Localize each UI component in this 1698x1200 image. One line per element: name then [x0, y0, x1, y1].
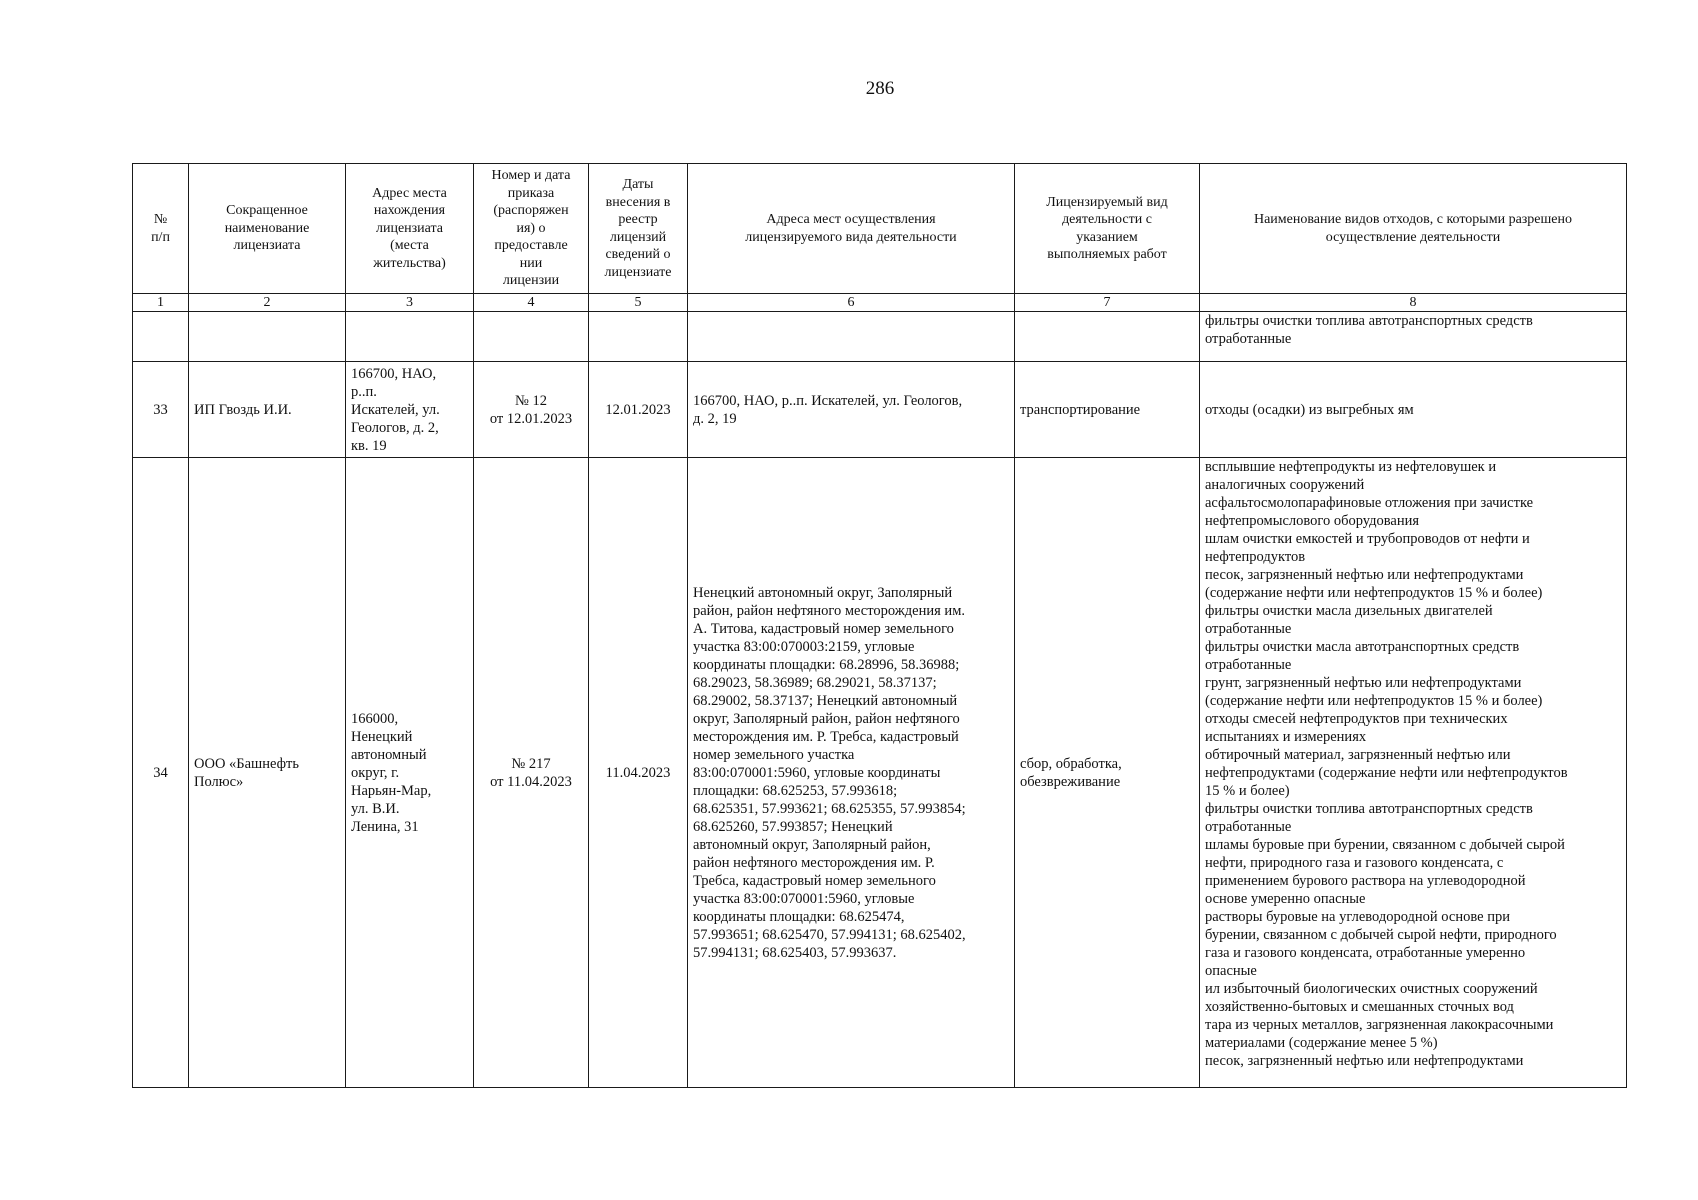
order-number-date: № 12 от 12.01.2023: [474, 362, 589, 458]
waste-item: фильтры очистки топлива автотранспортных средств отработанные: [1205, 801, 1533, 835]
table-row-continuation: [133, 312, 1627, 362]
activity-places: 166700, НАО, р..п. Искателей, ул. Геологов, д. 2, 19: [688, 362, 1015, 458]
header-licensee-name: Сокращенное наименование лицензиата: [189, 164, 346, 294]
waste-item: ил избыточный биологических очистных сооружений хозяйственно-бытовых и смешанных сточных вод: [1205, 981, 1538, 1015]
waste-item: грунт, загрязненный нефтью или нефтепродуктами (содержание нефти или нефтепродуктов 15 % и более): [1205, 675, 1543, 709]
waste-item: фильтры очистки масла дизельных двигателей отработанные: [1205, 603, 1493, 637]
waste-item: отходы (осадки) из выгребных ям: [1205, 401, 1414, 418]
empty-cell: [1015, 312, 1200, 362]
registry-date: 11.04.2023: [589, 458, 688, 1088]
empty-cell: [589, 312, 688, 362]
page-number: 286: [865, 78, 895, 99]
license-registry-table: [132, 163, 1627, 1088]
activity-type: транспортирование: [1015, 362, 1200, 458]
empty-cell: [346, 312, 474, 362]
header-waste-types: Наименование видов отходов, с которыми разрешено осуществление деятельности: [1200, 164, 1627, 294]
column-number-row: [133, 294, 1627, 312]
column-number: 2: [189, 294, 346, 312]
header-row: [133, 164, 1627, 294]
waste-item: растворы буровые на углеводородной основе при бурении, связанном с добычей сырой нефти, природного газа и газового конденсата, отработанные умеренно опасные: [1205, 909, 1557, 979]
activity-places: Ненецкий автономный округ, Заполярный район, район нефтяного месторождения им. А. Титова, кадастровый номер земельного участка 83:00:070003:2159, угловые координаты площадки: 68.28996, 58.36988; 68.29023, 58.36989; 68.29021, 58.37137; 68.29002, 58.37137; Ненецкий автономный округ, Заполярный район, район нефтяного месторождения им. Р. Требса, кадастровый номер земельного участка 83:00:070001:5960, угловые координаты площадки: 68.625253, 57.993618; 68.625351, 57.993621; 68.625355, 57.993854; 68.625260, 57.993857; Ненецкий автономный округ, Заполярный район, район нефтяного месторождения им. Р. Требса, кадастровый номер земельного участка 83:00:070001:5960, угловые координаты площадки: 68.625474, 57.993651; 68.625470, 57.994131; 68.625402, 57.994131; 68.625403, 57.993637.: [688, 458, 1015, 1088]
waste-item: обтирочный материал, загрязненный нефтью или нефтепродуктами (содержание нефти или нефтепродуктов 15 % и более): [1205, 747, 1568, 799]
header-activity-places: Адреса мест осуществления лицензируемого вида деятельности: [688, 164, 1015, 294]
order-number-date: № 217 от 11.04.2023: [474, 458, 589, 1088]
column-number: 5: [589, 294, 688, 312]
column-number: 1: [133, 294, 189, 312]
column-number: 8: [1200, 294, 1627, 312]
waste-item: асфальтосмолопарафиновые отложения при зачистке нефтепромыслового оборудования: [1205, 495, 1534, 529]
column-number: 6: [688, 294, 1015, 312]
empty-cell: [189, 312, 346, 362]
waste-types-cell: [1200, 458, 1627, 1088]
licensee-address: 166700, НАО, р..п. Искателей, ул. Геологов, д. 2, кв. 19: [346, 362, 474, 458]
row-number: 34: [133, 458, 189, 1088]
table-row: [133, 362, 1627, 458]
waste-item: шлам очистки емкостей и трубопроводов от нефти и нефтепродуктов: [1205, 531, 1530, 565]
waste-item: песок, загрязненный нефтью или нефтепродуктами (содержание нефти или нефтепродуктов 15 % и более): [1205, 567, 1543, 601]
empty-cell: [133, 312, 189, 362]
waste-item: песок, загрязненный нефтью или нефтепродуктами: [1205, 1053, 1524, 1069]
empty-cell: [688, 312, 1015, 362]
column-number: 3: [346, 294, 474, 312]
registry-date: 12.01.2023: [589, 362, 688, 458]
licensee-name: ООО «Башнефть Полюс»: [189, 458, 346, 1088]
header-number: № п/п: [133, 164, 189, 294]
licensee-name: ИП Гвоздь И.И.: [189, 362, 346, 458]
waste-types-cell: фильтры очистки топлива автотранспортных средств отработанные: [1200, 312, 1627, 362]
header-activity-type: Лицензируемый вид деятельности с указанием выполняемых работ: [1015, 164, 1200, 294]
row-number: 33: [133, 362, 189, 458]
waste-item: шламы буровые при бурении, связанном с добычей сырой нефти, природного газа и газового конденсата, с применением бурового раствора на углеводородной основе умеренно опасные: [1205, 837, 1565, 907]
header-registry-date: Даты внесения в реестр лицензий сведений о лицензиате: [589, 164, 688, 294]
header-order: Номер и дата приказа (распоряжен ия) о предоставле нии лицензии: [474, 164, 589, 294]
empty-cell: [474, 312, 589, 362]
waste-types-cell: [1200, 362, 1627, 458]
column-number: 7: [1015, 294, 1200, 312]
waste-item: тара из черных металлов, загрязненная лакокрасочными материалами (содержание менее 5 %): [1205, 1017, 1554, 1051]
waste-item: всплывшие нефтепродукты из нефтеловушек и аналогичных сооружений: [1205, 459, 1497, 493]
licensee-address: 166000, Ненецкий автономный округ, г. Нарьян-Мар, ул. В.И. Ленина, 31: [346, 458, 474, 1088]
header-licensee-address: Адрес места нахождения лицензиата (места жительства): [346, 164, 474, 294]
waste-item: фильтры очистки масла автотранспортных средств отработанные: [1205, 639, 1520, 673]
waste-item: отходы смесей нефтепродуктов при технических испытаниях и измерениях: [1205, 711, 1508, 745]
table-row: [133, 458, 1627, 1088]
column-number: 4: [474, 294, 589, 312]
activity-type: сбор, обработка, обезвреживание: [1015, 458, 1200, 1088]
